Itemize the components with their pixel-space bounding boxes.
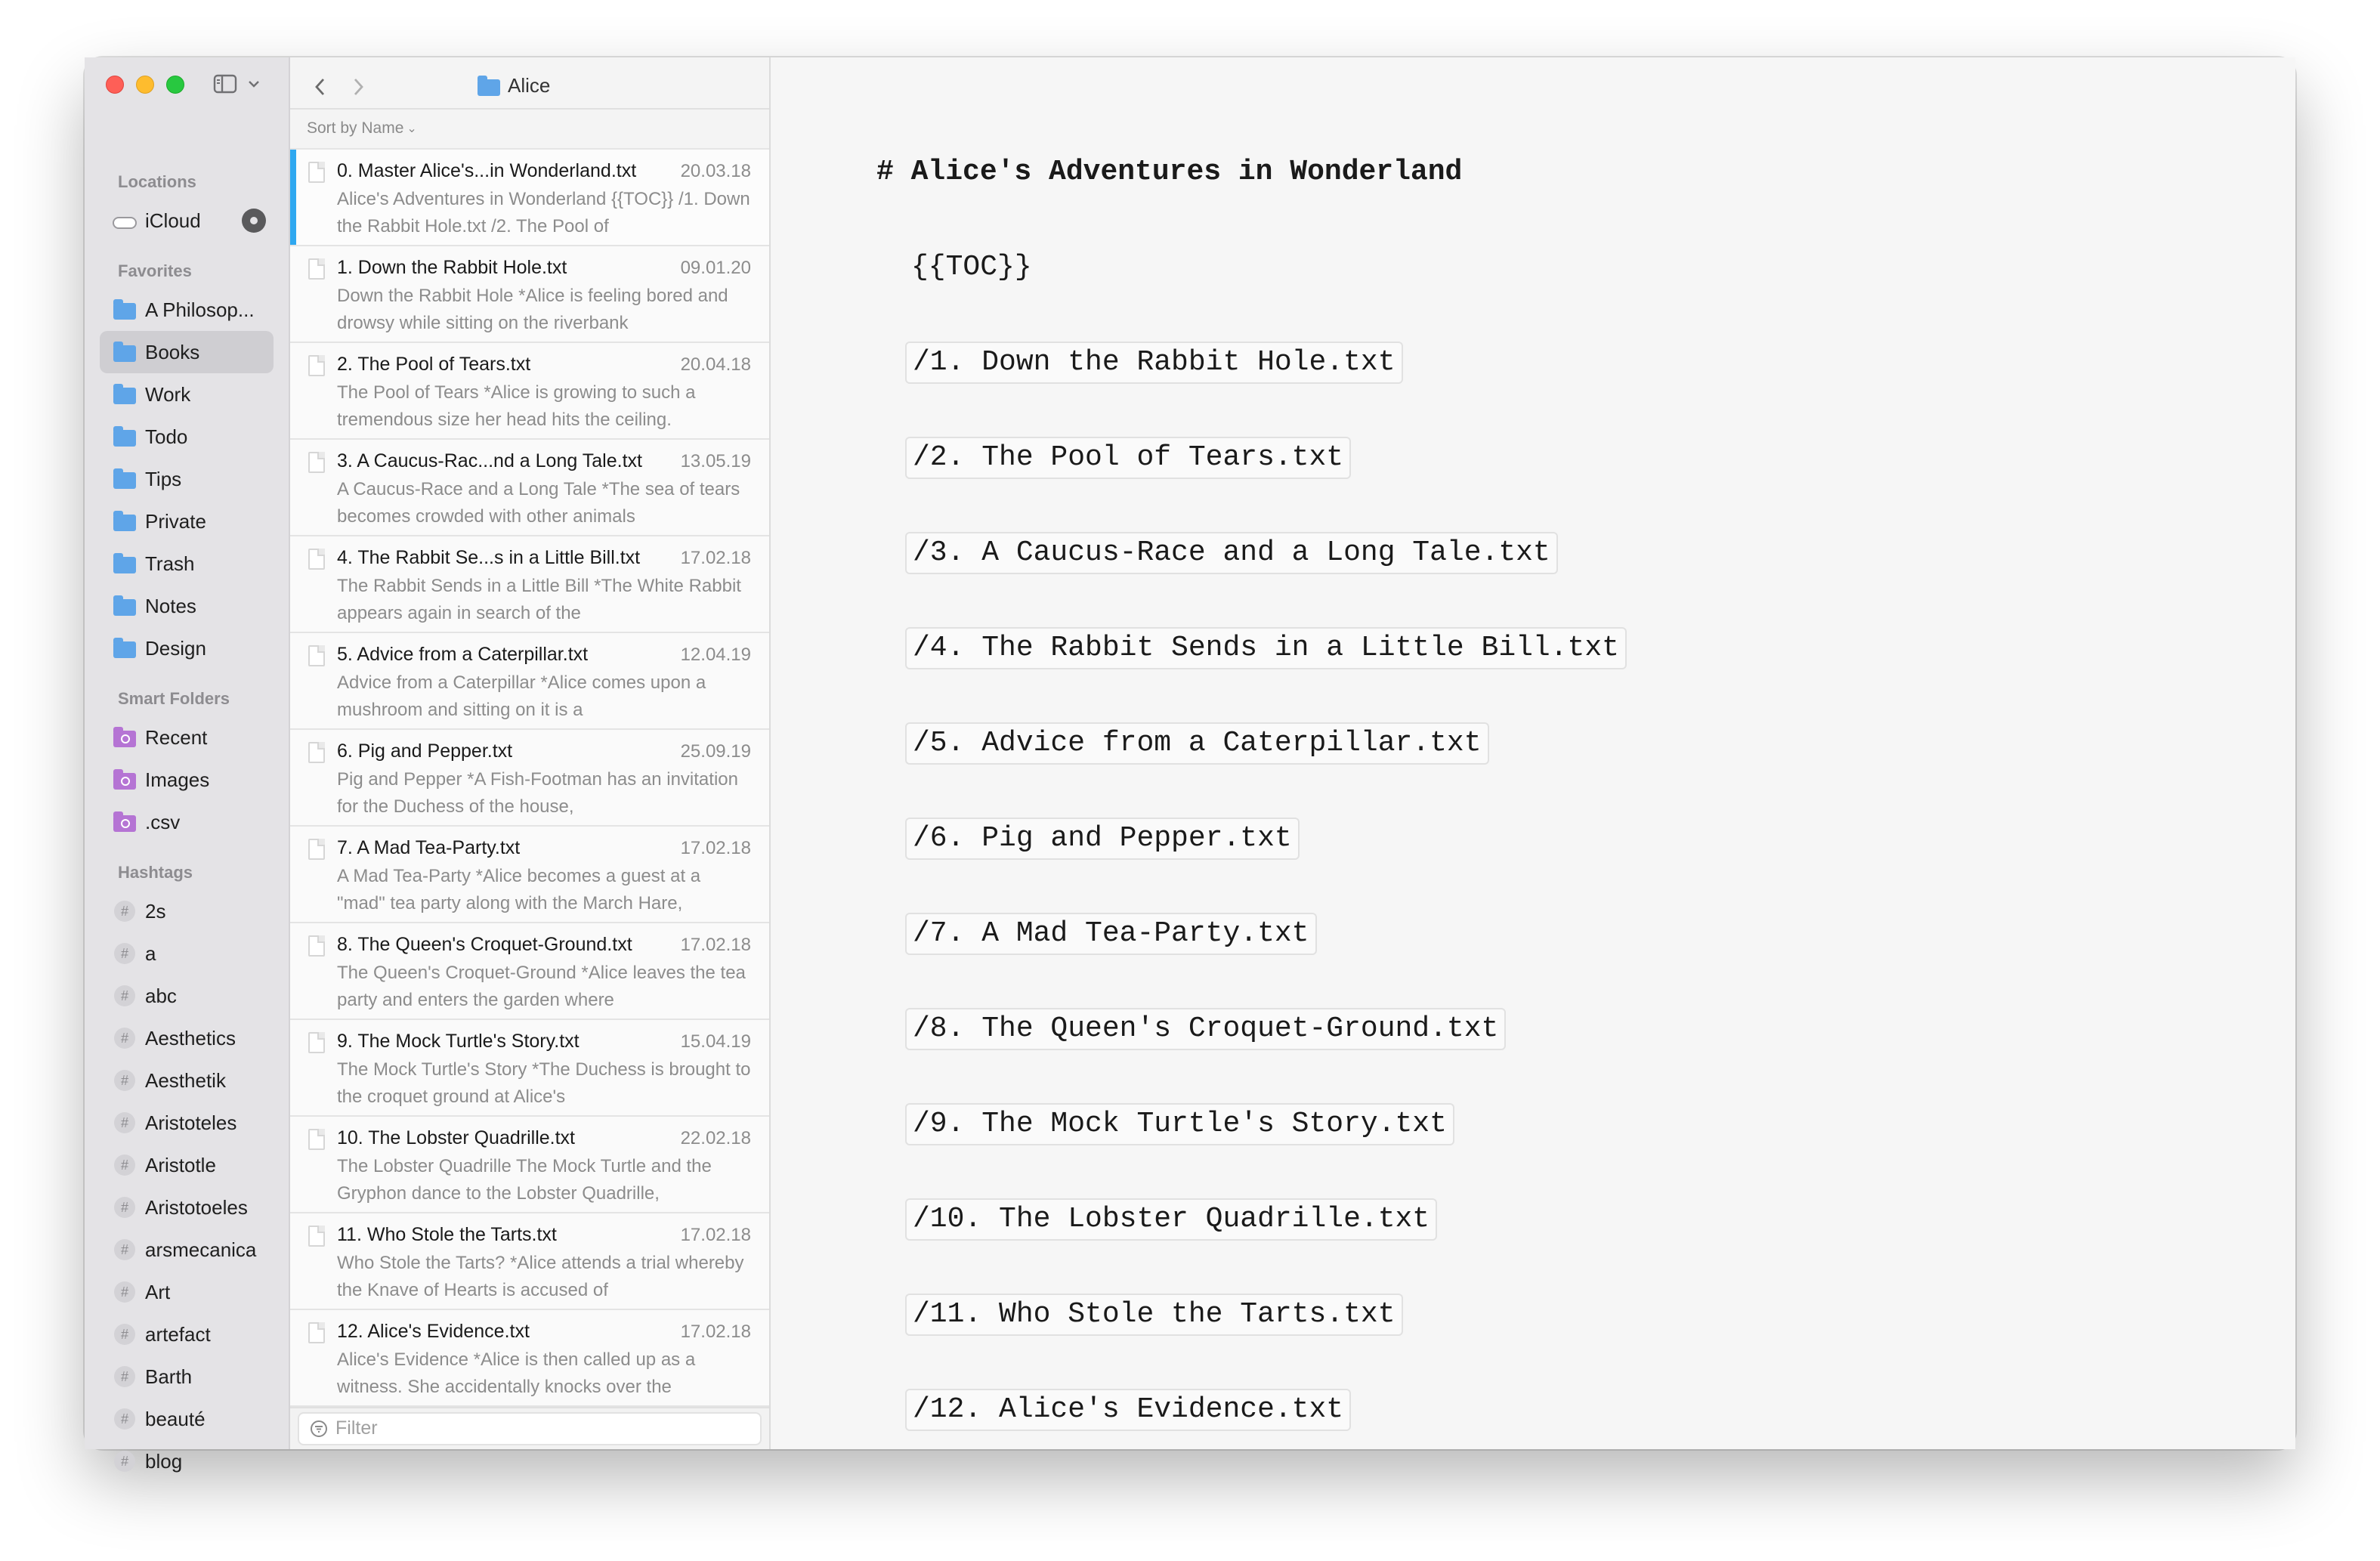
smart-folder-icon: [113, 773, 136, 790]
document-heading[interactable]: # Alice's Adventures in Wonderland: [876, 156, 1463, 188]
hashtag-icon: #: [114, 1366, 135, 1387]
sidebar-item-icloud[interactable]: [100, 199, 274, 242]
list-item[interactable]: [290, 343, 769, 440]
wiki-link[interactable]: /5. Advice from a Caterpillar.txt: [905, 722, 1489, 765]
hashtag-icon: #: [114, 1112, 135, 1133]
sidebar-item-label: Work: [145, 382, 191, 406]
sidebar-item-label: Aesthetik: [145, 1068, 226, 1092]
list-item-preview: Alice's Evidence *Alice is then called up as a witness. She accidentally knocks over the: [337, 1349, 696, 1397]
sidebar-content: [100, 171, 274, 1482]
sidebar-item-a-philosop[interactable]: [100, 289, 274, 331]
list-item[interactable]: [290, 246, 769, 343]
list-item-header: [337, 1224, 751, 1250]
list-item-date: 22.02.18: [680, 1127, 751, 1148]
folder-icon: [113, 599, 136, 616]
list-item-title: 3. A Caucus-Rac...nd a Long Tale.txt: [337, 450, 642, 471]
wiki-link[interactable]: /3. A Caucus-Race and a Long Tale.txt: [905, 532, 1558, 574]
sidebar-item-label: abc: [145, 984, 177, 1007]
back-button[interactable]: [308, 76, 331, 98]
document-icon: [308, 935, 325, 957]
list-item-header: [337, 1321, 751, 1346]
list-item-preview: Down the Rabbit Hole *Alice is feeling bored and drowsy while sitting on the riverbank: [337, 285, 728, 333]
wiki-link[interactable]: /1. Down the Rabbit Hole.txt: [905, 342, 1403, 384]
folder-icon: [113, 430, 136, 447]
list-item-preview: The Mock Turtle's Story *The Duchess is brought to the croquet ground at Alice's: [337, 1059, 751, 1107]
sidebar-section-favorites: Favorites: [118, 261, 192, 280]
sidebar-item-label: a: [145, 941, 156, 965]
editor-line: [876, 1389, 2265, 1484]
editor-pane[interactable]: [771, 57, 2295, 1449]
sidebar-item-label: Art: [145, 1280, 171, 1303]
sidebar-item-hashtag-abc[interactable]: [100, 975, 274, 1017]
sidebar-item-label: Barth: [145, 1365, 193, 1388]
sidebar-item-label: A Philosop...: [145, 298, 255, 321]
list-item-header: [337, 257, 751, 283]
window-controls: [106, 76, 184, 94]
list-item-date: 17.02.18: [680, 934, 751, 955]
list-item-header: [337, 740, 751, 766]
sidebar: [85, 57, 290, 1473]
list-item-title: 10. The Lobster Quadrille.txt: [337, 1127, 575, 1148]
list-item-header: [337, 837, 751, 863]
editor-line: [876, 342, 2265, 437]
sidebar-item-books[interactable]: [100, 331, 274, 373]
list-item-preview: Alice's Adventures in Wonderland {{TOC}} /1. Down the Rabbit Hole.txt /2. The Pool of: [337, 188, 750, 236]
sidebar-item-hashtag-aristotoeles[interactable]: [100, 1186, 274, 1229]
sidebar-item-csv[interactable]: [100, 801, 274, 843]
favorites-list: [100, 289, 274, 669]
document-icon: [308, 355, 325, 376]
document-icon: [308, 162, 325, 183]
sidebar-item-work[interactable]: [100, 373, 274, 416]
hashtags-list: [100, 890, 274, 1482]
hashtag-icon: #: [114, 1239, 135, 1260]
sidebar-item-hashtag-blog[interactable]: [100, 1440, 274, 1482]
sidebar-item-label: 2s: [145, 899, 166, 923]
eject-icon[interactable]: [242, 209, 266, 233]
sidebar-item-hashtag-aristoteles[interactable]: [100, 1102, 274, 1144]
editor-line: [876, 818, 2265, 913]
wiki-link[interactable]: /9. The Mock Turtle's Story.txt: [905, 1103, 1454, 1145]
file-list-pane: [290, 57, 771, 1449]
sidebar-item-hashtag-2s[interactable]: [100, 890, 274, 932]
file-list: [290, 150, 769, 1407]
list-item-header: [337, 450, 751, 476]
sidebar-section-smart-folders: Smart Folders: [118, 689, 230, 708]
folder-title: [478, 74, 550, 97]
sidebar-item-hashtag-artefact[interactable]: [100, 1313, 274, 1355]
smart-folder-icon: [113, 815, 136, 832]
editor-line: [876, 722, 2265, 818]
sidebar-item-hashtag-art[interactable]: [100, 1271, 274, 1313]
sidebar-item-label: blog: [145, 1449, 183, 1473]
list-item-title: 9. The Mock Turtle's Story.txt: [337, 1030, 580, 1052]
document-icon: [308, 258, 325, 280]
sidebar-item-label: Tips: [145, 467, 182, 490]
list-item-title: 5. Advice from a Caterpillar.txt: [337, 643, 589, 665]
list-item[interactable]: [290, 536, 769, 633]
hashtag-icon: #: [114, 1281, 135, 1303]
chevron-left-icon: [314, 77, 326, 97]
list-item-preview: The Rabbit Sends in a Little Bill *The White Rabbit appears again in search of the: [337, 575, 741, 623]
list-item[interactable]: [290, 730, 769, 827]
folder-title-label: Alice: [508, 74, 551, 97]
sidebar-toggle[interactable]: [213, 74, 260, 94]
wiki-link[interactable]: /4. The Rabbit Sends in a Little Bill.txt: [905, 627, 1627, 669]
wiki-link[interactable]: /11. Who Stole the Tarts.txt: [905, 1294, 1403, 1336]
document-icon: [308, 742, 325, 763]
sidebar-item-hashtag-aesthetik[interactable]: [100, 1059, 274, 1102]
smart-folder-icon: [113, 731, 136, 747]
list-item-header: [337, 1031, 751, 1056]
list-item-header: [337, 160, 751, 186]
sidebar-item-label: Notes: [145, 594, 196, 617]
document-icon: [308, 1129, 325, 1150]
list-item[interactable]: [290, 827, 769, 923]
toc-links: [876, 286, 2265, 1484]
list-item-title: 4. The Rabbit Se...s in a Little Bill.txt: [337, 546, 641, 568]
list-item-date: 20.03.18: [680, 160, 751, 181]
list-item-title: 12. Alice's Evidence.txt: [337, 1320, 530, 1342]
sidebar-item-label: Aesthetics: [145, 1026, 236, 1049]
hashtag-icon: #: [114, 1408, 135, 1430]
editor-line: [876, 1198, 2265, 1294]
list-item-date: 17.02.18: [680, 1321, 751, 1342]
editor-content[interactable]: [876, 154, 2265, 1484]
folder-icon: [113, 388, 136, 404]
document-icon: [308, 1032, 325, 1053]
sidebar-item-images[interactable]: [100, 759, 274, 801]
sidebar-item-trash[interactable]: [100, 542, 274, 585]
list-item-date: 25.09.19: [680, 740, 751, 762]
sidebar-item-label: Images: [145, 768, 210, 791]
document-icon: [308, 549, 325, 570]
wiki-link[interactable]: /2. The Pool of Tears.txt: [905, 437, 1351, 479]
list-item[interactable]: [290, 440, 769, 536]
sidebar-item-hashtag-beaut[interactable]: [100, 1398, 274, 1440]
sidebar-item-label: artefact: [145, 1322, 211, 1346]
chevron-down-icon: ⌄: [406, 122, 417, 136]
hashtag-icon: #: [114, 1197, 135, 1218]
hashtag-icon: #: [114, 1451, 135, 1472]
chevron-right-icon: [353, 77, 365, 97]
sidebar-item-label: Aristotle: [145, 1153, 216, 1176]
list-item-preview: Advice from a Caterpillar *Alice comes upon a mushroom and sitting on it is a: [337, 672, 706, 720]
list-item-preview: The Pool of Tears *Alice is growing to such a tremendous size her head hits the ceiling.: [337, 382, 696, 430]
list-item-date: 17.02.18: [680, 1224, 751, 1245]
sidebar-item-label: Books: [145, 340, 200, 363]
folder-icon: [478, 79, 500, 96]
zoom-icon[interactable]: [166, 76, 184, 94]
editor-line: [876, 1294, 2265, 1389]
list-item-header: [337, 644, 751, 669]
document-icon: [308, 452, 325, 473]
list-item-preview: Who Stole the Tarts? *Alice attends a trial whereby the Knave of Hearts is accused of: [337, 1252, 744, 1300]
sidebar-item-tips[interactable]: [100, 458, 274, 500]
filter-input[interactable]: [335, 1417, 760, 1439]
hashtag-icon: #: [114, 1028, 135, 1049]
sidebar-item-hashtag-aristotle[interactable]: [100, 1144, 274, 1186]
sidebar-item-label: arsmecanica: [145, 1238, 257, 1261]
editor-line: [876, 1008, 2265, 1103]
wiki-link[interactable]: /8. The Queen's Croquet-Ground.txt: [905, 1008, 1506, 1050]
list-toolbar: [290, 57, 769, 110]
sidebar-item-recent[interactable]: [100, 716, 274, 759]
folder-icon: [113, 557, 136, 573]
sidebar-item-label: Private: [145, 509, 206, 533]
sidebar-section-locations: Locations: [118, 172, 196, 191]
list-item-preview: Pig and Pepper *A Fish-Footman has an invitation for the Duchess of the house,: [337, 768, 738, 817]
list-item[interactable]: [290, 1117, 769, 1213]
wiki-link[interactable]: /10. The Lobster Quadrille.txt: [905, 1198, 1437, 1241]
list-item-title: 8. The Queen's Croquet-Ground.txt: [337, 933, 632, 955]
list-item-header: [337, 934, 751, 960]
hashtag-icon: #: [114, 1155, 135, 1176]
minimize-icon[interactable]: [136, 76, 154, 94]
wiki-link[interactable]: /12. Alice's Evidence.txt: [905, 1389, 1351, 1431]
sidebar-item-label: Recent: [145, 725, 208, 749]
list-item-title: 11. Who Stole the Tarts.txt: [337, 1223, 557, 1245]
sidebar-item-label: Todo: [145, 425, 188, 448]
sidebar-item-label: Aristotoeles: [145, 1195, 248, 1219]
list-item-date: 20.04.18: [680, 354, 751, 375]
list-item-preview: A Mad Tea-Party *Alice becomes a guest at a "mad" tea party along with the March Hare,: [337, 865, 701, 913]
editor-line: [876, 437, 2265, 532]
toc-placeholder[interactable]: {{TOC}}: [911, 251, 1032, 283]
list-item-header: [337, 547, 751, 573]
hashtag-icon: #: [114, 985, 135, 1006]
list-item-title: 0. Master Alice's...in Wonderland.txt: [337, 159, 637, 181]
hashtag-icon: #: [114, 1324, 135, 1345]
list-item-date: 09.01.20: [680, 257, 751, 278]
sidebar-item-private[interactable]: [100, 500, 274, 542]
list-item[interactable]: [290, 1310, 769, 1407]
sidebar-item-hashtag-a[interactable]: [100, 932, 274, 975]
sidebar-item-hashtag-aesthetics[interactable]: [100, 1017, 274, 1059]
list-item-header: [337, 354, 751, 379]
sidebar-item-label: Aristoteles: [145, 1111, 237, 1134]
hashtag-icon: #: [114, 901, 135, 922]
sidebar-item-label: iCloud: [145, 209, 201, 232]
folder-icon: [113, 303, 136, 320]
sidebar-item-label: beauté: [145, 1407, 206, 1430]
editor-line: [876, 913, 2265, 1008]
list-item-date: 17.02.18: [680, 547, 751, 568]
smart-folders-list: [100, 716, 274, 843]
filter-icon: [310, 1420, 328, 1438]
sidebar-item-label: .csv: [145, 810, 181, 833]
sidebar-item-design[interactable]: [100, 627, 274, 669]
list-item-date: 13.05.19: [680, 450, 751, 471]
sort-menu[interactable]: [290, 110, 769, 150]
list-item-preview: The Queen's Croquet-Ground *Alice leaves the tea party and enters the garden where: [337, 962, 746, 1010]
editor-line: [876, 532, 2265, 627]
list-item[interactable]: [290, 633, 769, 730]
list-item-date: 17.02.18: [680, 837, 751, 858]
list-item[interactable]: [290, 1213, 769, 1310]
sidebar-item-label: Trash: [145, 552, 195, 575]
sidebar-section-hashtags: Hashtags: [118, 863, 193, 882]
hashtag-icon: #: [114, 943, 135, 964]
list-item-preview: The Lobster Quadrille The Mock Turtle and the Gryphon dance to the Lobster Quadrille,: [337, 1155, 712, 1204]
sidebar-item-hashtag-arsmecanica[interactable]: [100, 1229, 274, 1271]
folder-icon: [113, 641, 136, 658]
sort-label: Sort by Name: [307, 119, 404, 138]
filter-field[interactable]: [298, 1412, 762, 1445]
folder-icon: [113, 472, 136, 489]
list-item-title: 6. Pig and Pepper.txt: [337, 740, 513, 762]
list-item[interactable]: [290, 923, 769, 1020]
folder-icon: [113, 515, 136, 531]
chevron-down-icon[interactable]: [248, 79, 260, 88]
sidebar-item-label: Design: [145, 636, 206, 660]
list-item[interactable]: [290, 150, 769, 246]
editor-line: [876, 1103, 2265, 1198]
wiki-link[interactable]: /6. Pig and Pepper.txt: [905, 818, 1300, 860]
editor-line: [876, 627, 2265, 722]
document-icon: [308, 839, 325, 860]
forward-button[interactable]: [348, 76, 370, 98]
sidebar-item-todo[interactable]: [100, 416, 274, 458]
filter-bar: [290, 1407, 769, 1449]
list-item-header: [337, 1127, 751, 1153]
folder-icon: [113, 345, 136, 362]
app-window: [85, 57, 2295, 1473]
list-item-preview: A Caucus-Race and a Long Tale *The sea of tears becomes crowded with other animals: [337, 478, 740, 527]
list-item-title: 2. The Pool of Tears.txt: [337, 353, 531, 375]
list-item-title: 1. Down the Rabbit Hole.txt: [337, 256, 567, 278]
cloud-icon: [113, 217, 137, 229]
list-item-date: 12.04.19: [680, 644, 751, 665]
close-icon[interactable]: [106, 76, 124, 94]
sidebar-item-notes[interactable]: [100, 585, 274, 627]
document-icon: [308, 1322, 325, 1343]
document-icon: [308, 1226, 325, 1247]
sidebar-item-hashtag-barth[interactable]: [100, 1355, 274, 1398]
hashtag-icon: #: [114, 1070, 135, 1091]
list-item[interactable]: [290, 1020, 769, 1117]
document-icon: [308, 645, 325, 666]
list-item-title: 7. A Mad Tea-Party.txt: [337, 836, 521, 858]
list-item-date: 15.04.19: [680, 1031, 751, 1052]
sidebar-toggle-icon[interactable]: [213, 74, 237, 94]
wiki-link[interactable]: /7. A Mad Tea-Party.txt: [905, 913, 1317, 955]
